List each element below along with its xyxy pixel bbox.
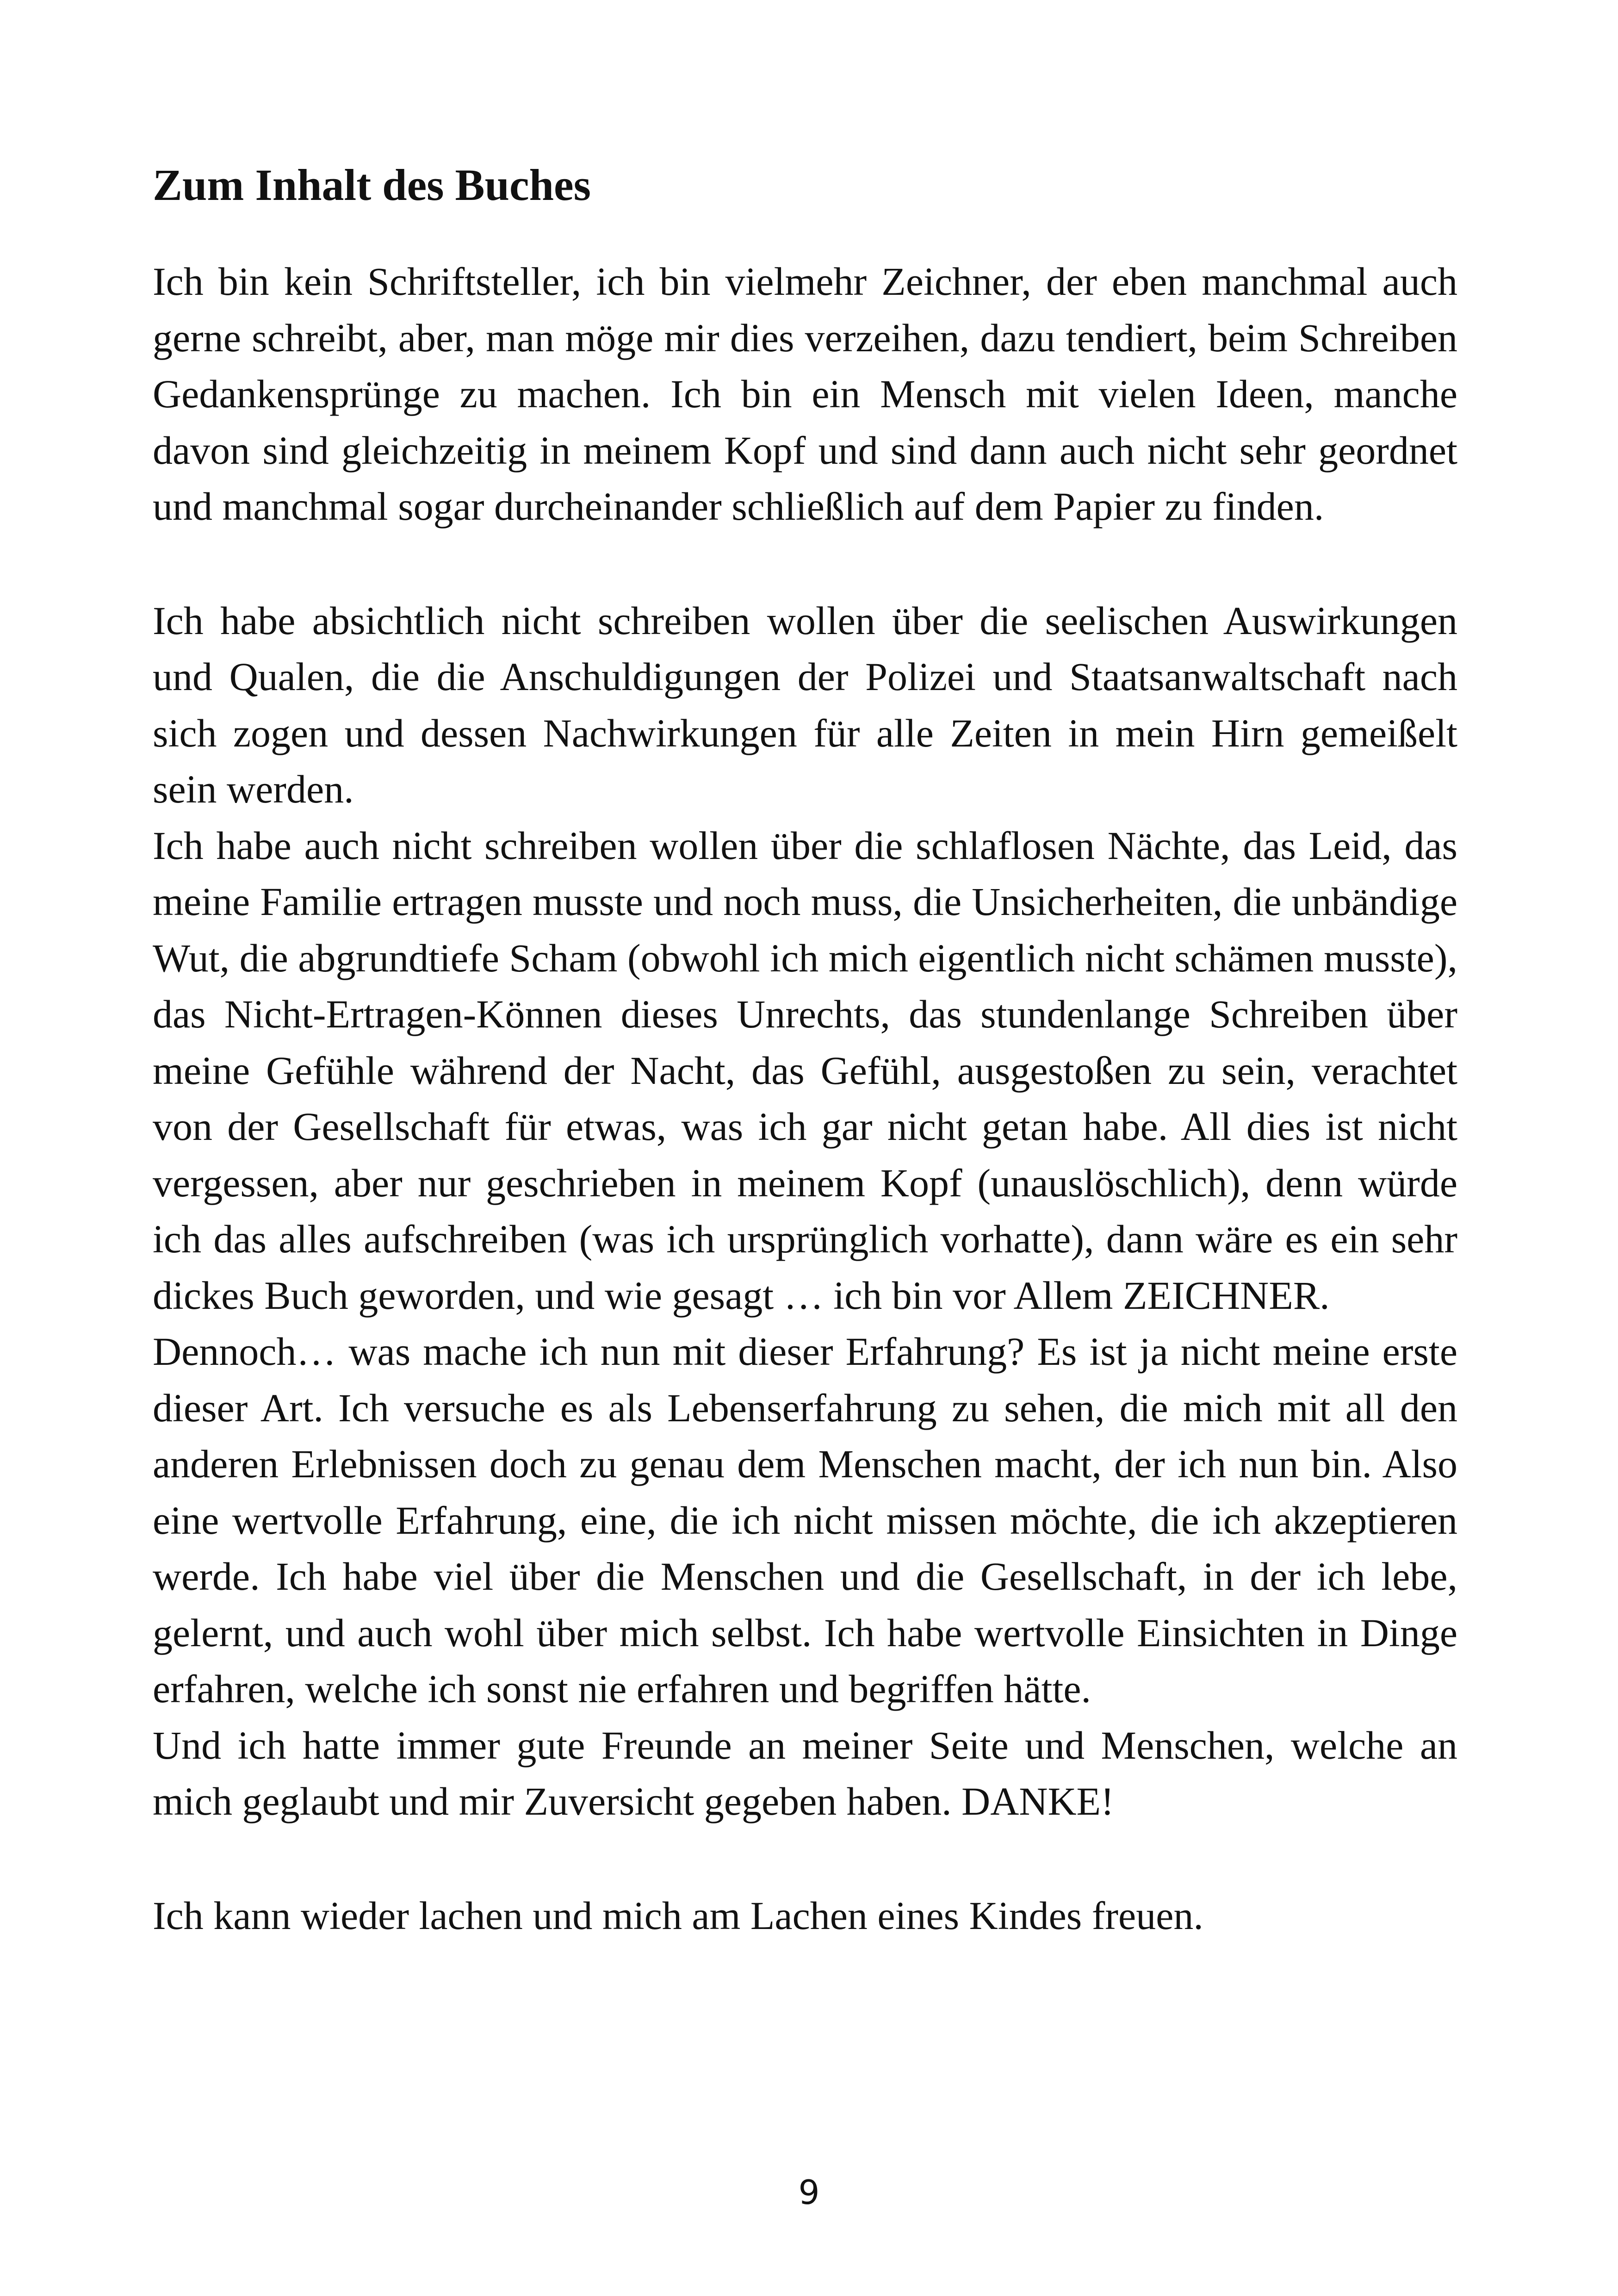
paragraph-not-written-effects: Ich habe absichtlich nicht schreiben wollen über die seelischen Auswirkungen und Qualen, die die Anschuldigungen der Polizei und Staatsanwaltschaft nach sich zogen und dessen Nachwirkungen für alle Zeiten in mein Hirn gemeißelt sein werden.: [153, 598, 1457, 811]
page-number: 9: [798, 2173, 820, 2212]
paragraph-experience: Dennoch… was mache ich nun mit dieser Erfahrung? Es ist ja nicht meine erste dieser Art. Ich versuche es als Lebenserfahrung zu sehen, die mich mit all den anderen Erlebnissen doch zu genau dem Menschen macht, der ich nun bin. Also eine wertvolle Erfahrung, eine, die ich nicht missen möchte, die ich akzeptieren werde. Ich habe viel über die Menschen und die Gesellschaft, in der ich lebe, gelernt, und auch wohl über mich selbst. Ich habe wertvolle Einsichten in Dinge erfahren, welche ich sonst nie erfahren und begriffen hätte.: [153, 1329, 1457, 1711]
paragraph-intro: Ich bin kein Schriftsteller, ich bin vielmehr Zeichner, der eben manchmal auch gerne schreibt, aber, man möge mir dies verzeihen, dazu tendiert, beim Schreiben Gedankensprünge zu machen. Ich bin ein Mensch mit vielen Ideen, manche davon sind gleichzeitig in meinem Kopf und sind dann auch nicht sehr geordnet und manchmal sogar durcheinander schließlich auf dem Papier zu finden.: [153, 259, 1457, 529]
paragraph-closing: Ich kann wieder lachen und mich am Lachen eines Kindes freuen.: [153, 1893, 1203, 1938]
paragraph-friends: Und ich hatte immer gute Freunde an meiner Seite und Menschen, welche an mich geglaubt und mir Zuversicht gegeben haben. DANKE!: [153, 1723, 1457, 1823]
paragraph-not-written-nights: Ich habe auch nicht schreiben wollen über die schlaflosen Nächte, das Leid, das meine Familie ertragen musste und noch muss, die Unsicherheiten, die unbändige Wut, die abgrundtiefe Scham (obwohl ich mich eigentlich nicht schämen musste), das Nicht-Ertragen-Können dieses Unrechts, das stundenlange Schreiben über meine Gefühle während der Nacht, das Gefühl, ausgestoßen zu sein, verachtet von der Gesellschaft für etwas, was ich gar nicht getan habe. All dies ist nicht vergessen, aber nur geschrieben in meinem Kopf (unauslöschlich), denn würde ich das alles aufschreiben (was ich ursprünglich vorhatte), dann wäre es ein sehr dickes Buch geworden, und wie gesagt … ich bin vor Allem ZEICHNER.: [153, 823, 1457, 1318]
page-content: [153, 157, 1457, 1944]
page-title: Zum Inhalt des Buches: [153, 160, 591, 210]
